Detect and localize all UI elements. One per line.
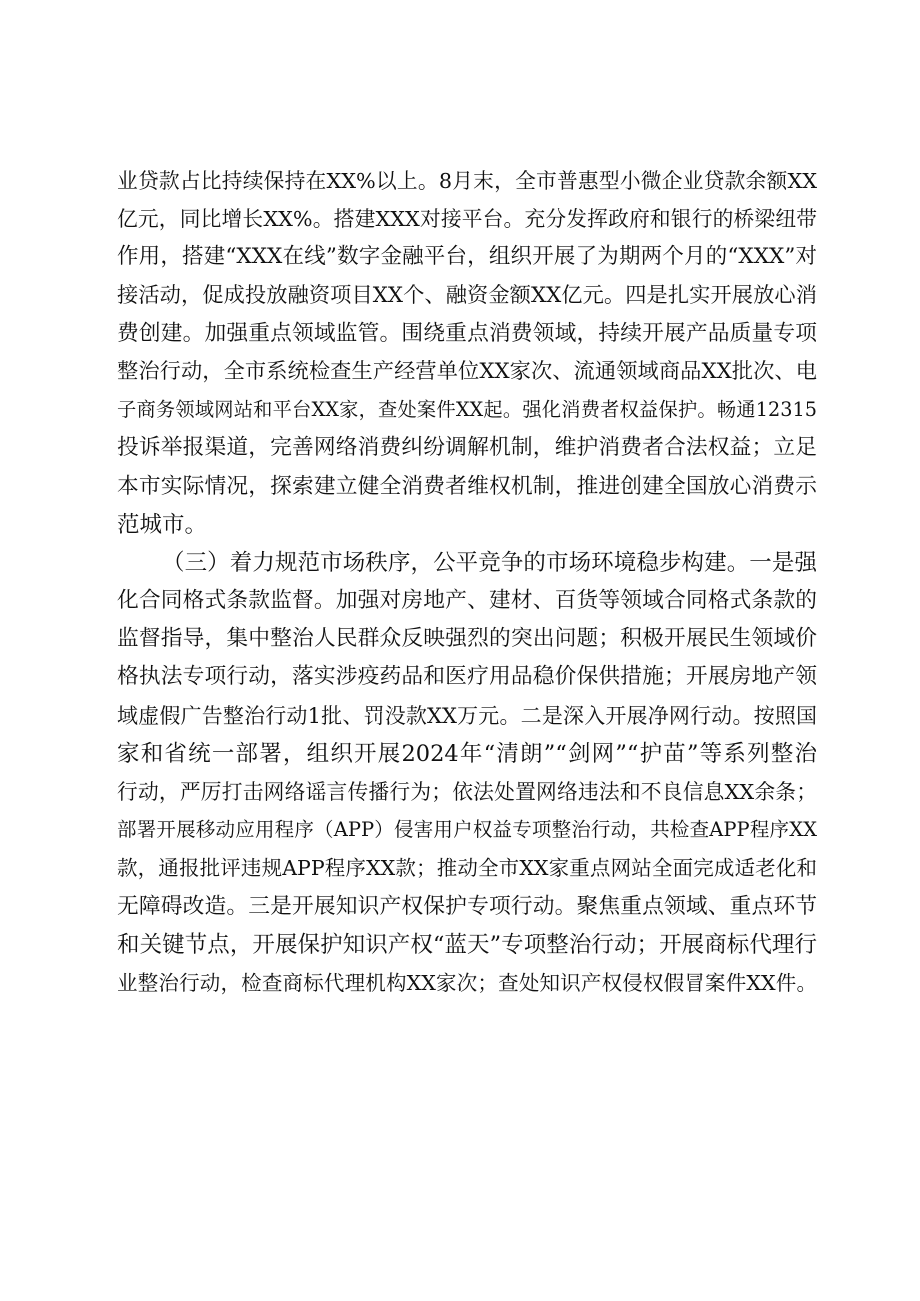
text-line: 接活动，促成投放融资项目XX个、融资金额XX亿元。四是扎实开展放心消: [117, 282, 817, 308]
text-line: 款，通报批评违规APP程序XX款；推动全市XX家重点网站全面完成适老化和: [117, 856, 817, 881]
text-line: 家和省统一部署，组织开展2024年“清朗”“剑网”“护苗”等系列整治: [117, 740, 817, 767]
text-line: 整治行动，全市系统检查生产经营单位XX家次、流通领域商品XX批次、电: [117, 358, 817, 384]
text-line: 化合同格式条款监督。加强对房地产、建材、百货等领域合同格式条款的: [117, 588, 817, 614]
text-line: 范城市。: [117, 511, 208, 538]
text-line: 域虚假广告整治行动1批、罚没款XX万元。二是深入开展净网行动。按照国: [117, 703, 817, 728]
text-line: 费创建。加强重点领域监管。围绕重点消费领域，持续开展产品质量专项: [117, 320, 817, 346]
text-line: 无障碍改造。三是开展知识产权保护专项行动。聚焦重点领域、重点环节: [117, 893, 817, 919]
section-heading-line: （三）着力规范市场秩序，公平竞争的市场环境稳步构建。一是强: [162, 549, 817, 576]
text-line: 作用，搭建“XXX在线”数字金融平台，组织开展了为期两个月的“XXX”对: [117, 244, 817, 270]
text-line: 行动，严厉打击网络谣言传播行为；依法处置网络违法和不良信息XX余条；: [117, 780, 817, 804]
text-line: 投诉举报渠道，完善网络消费纠纷调解机制，维护消费者合法权益；立足: [117, 435, 817, 461]
text-line: 业贷款占比持续保持在XX%以上。8月末，全市普惠型小微企业贷款余额XX: [117, 169, 817, 193]
text-line: 亿元，同比增长XX%。搭建XXX对接平台。充分发挥政府和银行的桥梁纽带: [117, 207, 817, 232]
text-line: 本市实际情况，探索建立健全消费者维权机制，推进创建全国放心消费示: [117, 473, 817, 499]
text-line: 部署开展移动应用程序（APP）侵害用户权益专项整治行动，共检查APP程序XX: [117, 818, 817, 842]
body-text: [117, 162, 817, 1002]
text-line: 子商务领域网站和平台XX家，查处案件XX起。强化消费者权益保护。畅通12315: [117, 398, 817, 422]
text-line: 格执法专项行动，落实涉疫药品和医疗用品稳价保供措施；开展房地产领: [117, 664, 817, 690]
text-line: 业整治行动，检查商标代理机构XX家次；查处知识产权侵权假冒案件XX件。: [117, 970, 817, 995]
text-line: 和关键节点，开展保护知识产权“蓝天”专项整治行动；开展商标代理行: [117, 931, 817, 958]
text-line: 监督指导，集中整治人民群众反映强烈的突出问题；积极开展民生领域价: [117, 626, 817, 652]
